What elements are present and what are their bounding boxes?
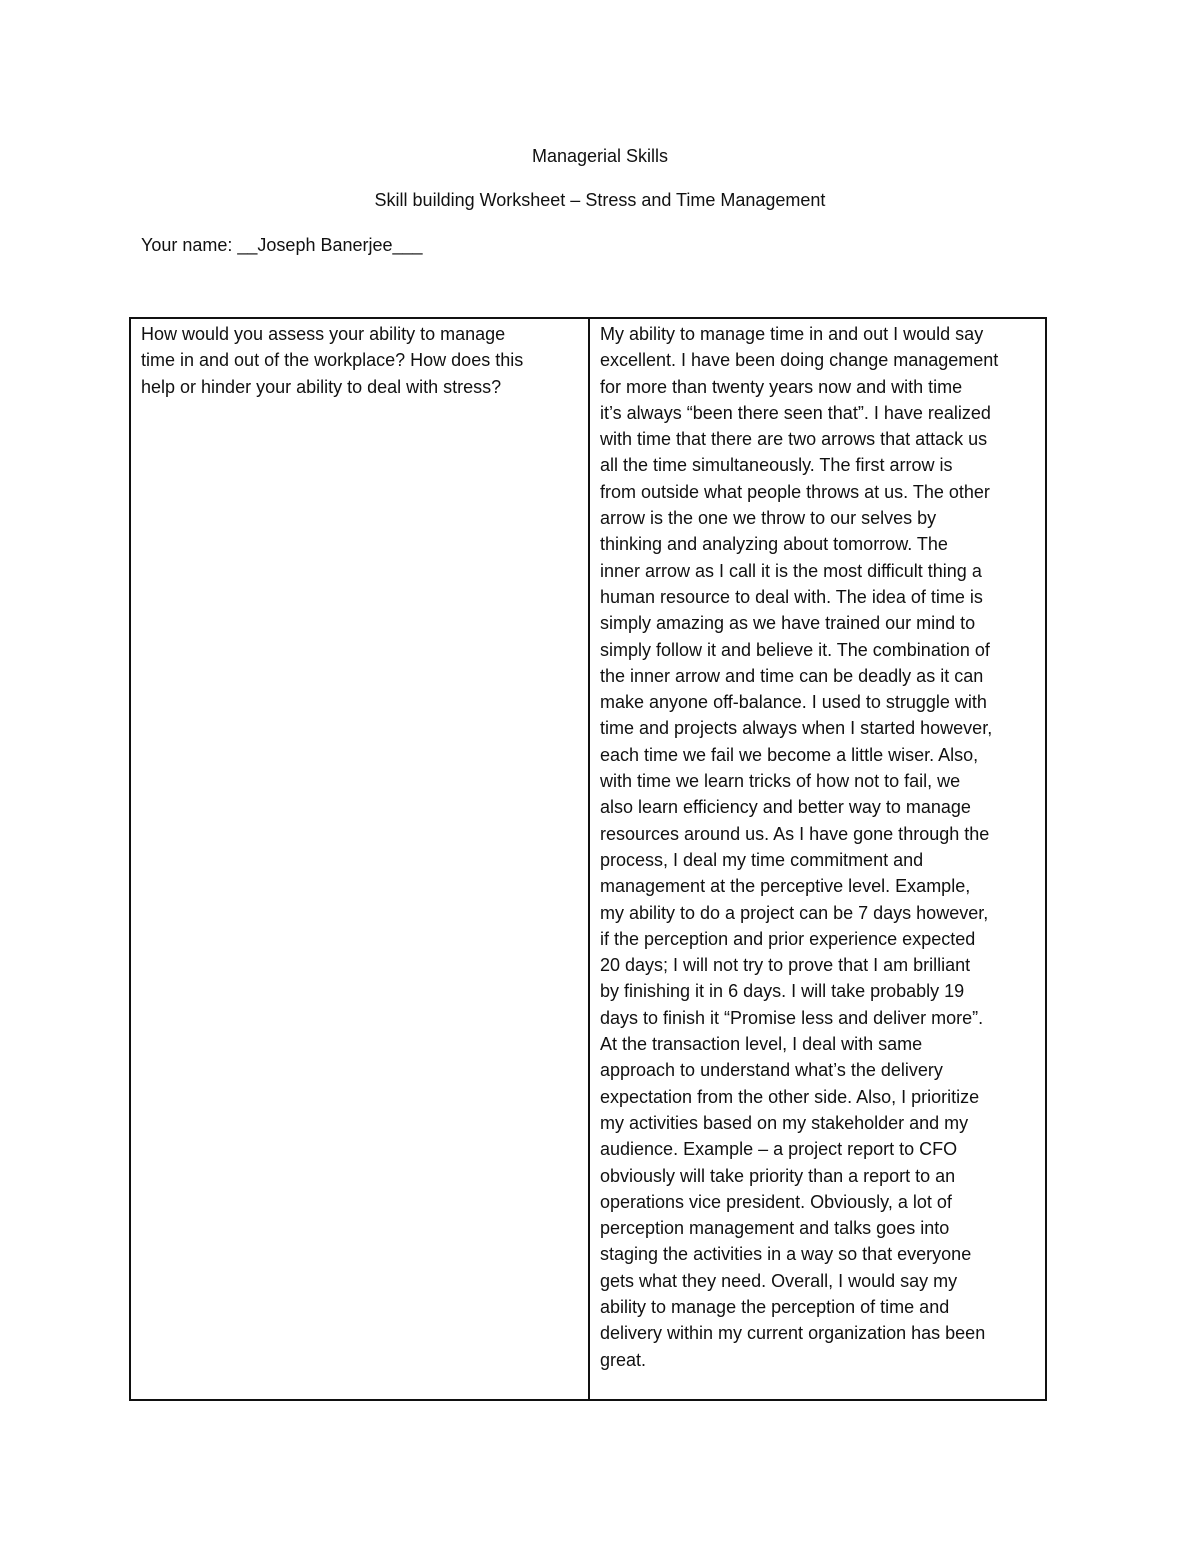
worksheet-title: Skill building Worksheet – Stress and Time Management	[374, 190, 826, 210]
answer-cell: My ability to manage time in and out I would say excellent. I have been doing change management for more than twenty years now and with time it’s always “been there seen that”. I have realized with time that there are two arrows that attack us all the time simultaneously. The first arrow is from outside what people throws at us. The other arrow is the one we throw to our selves by thinking and analyzing about tomorrow. The inner arrow as I call it is the most difficult thing a human resource to deal with. The idea of time is simply amazing as we have trained our mind to simply follow it and believe it. The combination of the inner arrow and time can be deadly as it can make anyone off-balance. I used to struggle with time and projects always when I started however, each time we fail we become a little wiser. Also, with time we learn tricks of how not to fail, we also learn efficiency and better way to manage resources around us. As I have gone through the process, I deal my time commitment and management at the perceptive level. Example, my ability to do a project can be 7 days however, if the perception and prior experience expected 20 days; I will not try to prove that I am brilliant by finishing it in 6 days. I will take probably 19 days to finish it “Promise less and deliver more”. At the transaction level, I deal with same approach to understand what’s the delivery expectation from the other side. Also, I prioritize my activities based on my stakeholder and my audience. Example – a project report to CFO obviously will take priority than a report to an operations vice president. Obviously, a lot of perception management and talks goes into staging the activities in a way so that everyone gets what they need. Overall, I would say my ability to manage the perception of time and delivery within my current organization has been great.	[600, 324, 999, 1370]
column-divider	[588, 319, 590, 1399]
worksheet-table	[129, 317, 1047, 1401]
student-name-line: Your name: __Joseph Banerjee___	[141, 235, 423, 255]
course-title: Managerial Skills	[531, 146, 669, 166]
question-cell: How would you assess your ability to manage time in and out of the workplace? How does this help or hinder your ability to deal with stress?	[141, 324, 524, 397]
